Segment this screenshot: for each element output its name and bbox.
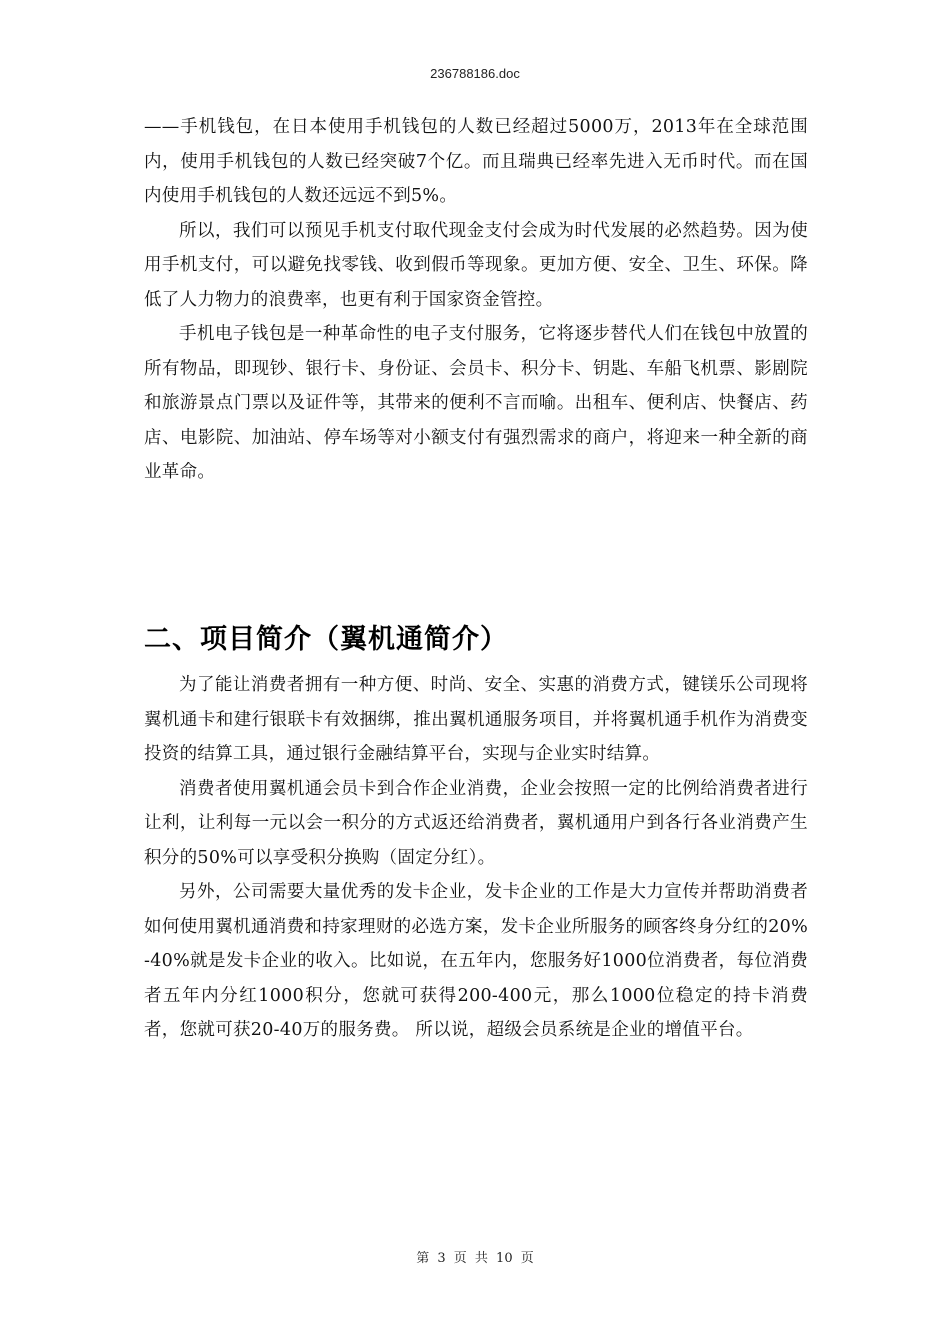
- paragraph-member-card-points: 消费者使用翼机通会员卡到合作企业消费，企业会按照一定的比例给消费者进行让利，让利每一元以会一积分的方式返还给消费者，翼机通用户到各行各业消费产生积分的50%可以享受积分换购（固定分红）。: [144, 778, 808, 868]
- paragraph-mobile-payment-trend: 所以，我们可以预见手机支付取代现金支付会成为时代发展的必然趋势。因为使用手机支付，可以避免找零钱、收到假币等现象。更加方便、安全、卫生、环保。降低了人力物力的浪费率，也更有利于国家资金管控。: [144, 220, 808, 310]
- section-heading-project-intro: 二、项目简介（翼机通简介）: [144, 624, 508, 655]
- section-intro-text: [144, 110, 808, 490]
- paragraph-electronic-wallet: 手机电子钱包是一种革命性的电子支付服务，它将逐步替代人们在钱包中放置的所有物品，即现钞、银行卡、身份证、会员卡、积分卡、钥匙、车船飞机票、影剧院和旅游景点门票以及证件等，其带来的便利不言而喻。出租车、便利店、快餐店、药店、电影院、加油站、停车场等对小额支付有强烈需求的商户，将迎来一种全新的商业革命。: [144, 324, 808, 482]
- page-footer-page-number: 第 3 页 共 10 页: [416, 1251, 534, 1266]
- paragraph-yijitong-service: 为了能让消费者拥有一种方便、时尚、安全、实惠的消费方式，键镁乐公司现将翼机通卡和建行银联卡有效捆绑，推出翼机通服务项目，并将翼机通手机作为消费变投资的结算工具，通过银行金融结算平台，实现与企业实时结算。: [144, 675, 808, 764]
- page-header-filename: 236788186.doc: [430, 66, 520, 81]
- section-project-text: [144, 668, 808, 1048]
- paragraph-mobile-wallet-stats: ——手机钱包，在日本使用手机钱包的人数已经超过5000万，2013年在全球范围内，使用手机钱包的人数已经突破7个亿。而且瑞典已经率先进入无币时代。而在国内使用手机钱包的人数还远远不到5%。: [144, 117, 808, 206]
- paragraph-card-issuing-enterprise: 另外，公司需要大量优秀的发卡企业，发卡企业的工作是大力宣传并帮助消费者如何使用翼机通消费和持家理财的必选方案，发卡企业所服务的顾客终身分红的20%-40%就是发卡企业的收入。比如说，在五年内，您服务好1000位消费者，每位消费者五年内分红1000积分，您就可获得200-400元，那么1000位稳定的持卡消费者，您就可获20-40万的服务费。 所以说，超级会员系统是企业的增值平台。: [144, 882, 808, 1040]
